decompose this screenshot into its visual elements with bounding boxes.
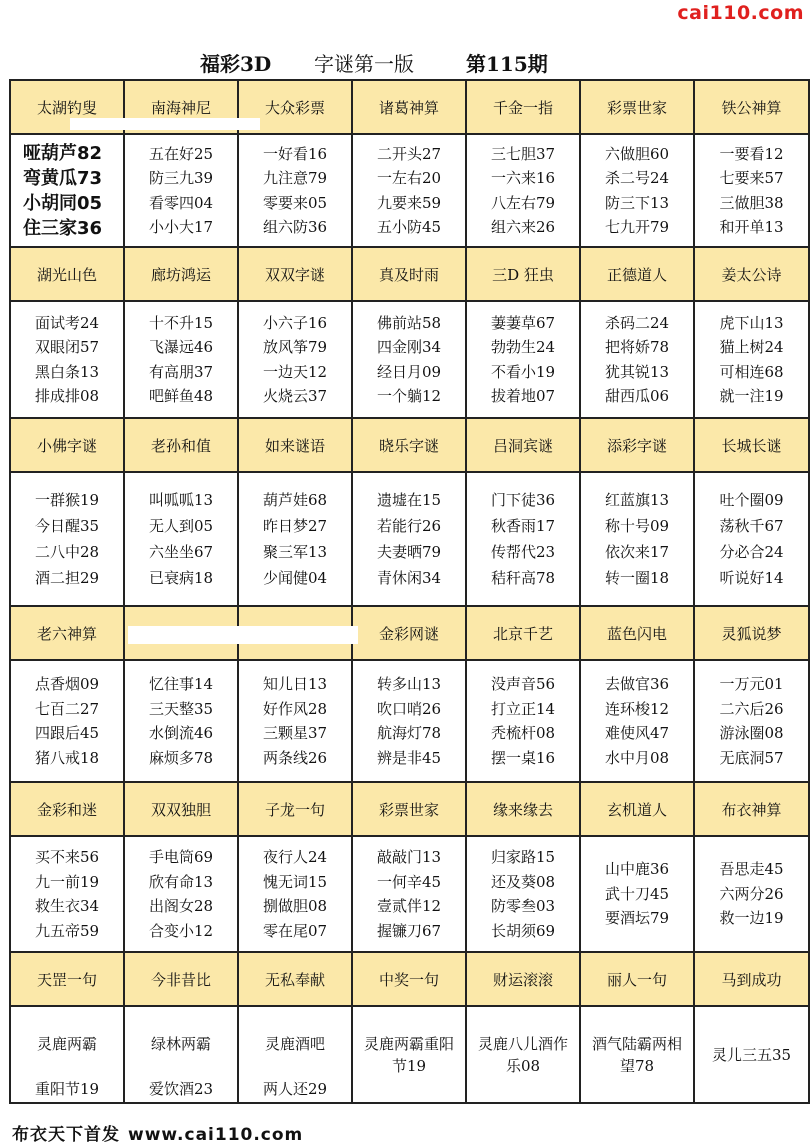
riddle-cell: [466, 134, 580, 247]
riddle-cell: [352, 836, 466, 952]
riddle-line: 吐个圈09: [719, 491, 784, 509]
riddle-line: 火烧云37: [262, 387, 328, 405]
column-header: 马到成功: [694, 952, 809, 1006]
riddle-row: [10, 472, 809, 606]
riddle-cell: [580, 301, 694, 418]
riddle-line: 无底洞57: [719, 748, 784, 767]
riddle-line: 灵鹿酒吧: [264, 1035, 325, 1053]
riddle-line: 灵鹿两霸: [36, 1035, 97, 1053]
column-header: 缘来缘去: [466, 782, 580, 836]
riddle-line: 甜西瓜06: [604, 387, 670, 405]
riddle-line: 佛前站58: [376, 313, 442, 332]
riddle-line: 住三家36: [23, 217, 103, 239]
riddle-cell: [694, 472, 809, 606]
riddle-line: 灵儿三五35: [711, 1045, 792, 1064]
riddle-line: 忆往事14: [148, 675, 214, 693]
riddle-line: 握镰刀67: [376, 921, 442, 940]
header-row: [10, 782, 809, 836]
column-header: 三D 狂虫: [466, 247, 580, 301]
riddle-line: 依次来17: [604, 543, 670, 561]
riddle-line: 三天整35: [148, 699, 214, 718]
riddle-line: 航海灯78: [376, 724, 442, 742]
column-header: 蓝色闪电: [580, 606, 694, 660]
column-header: 姜太公诗: [694, 247, 809, 301]
riddle-line: 看零四04: [148, 193, 214, 212]
riddle-line: 双眼闭57: [34, 338, 100, 356]
riddle-cell: [466, 1006, 580, 1103]
riddle-cell: [580, 134, 694, 247]
riddle-line: 九一前19: [34, 872, 100, 891]
title-lottery: 福彩3D: [200, 52, 272, 76]
column-header: 湖光山色: [10, 247, 124, 301]
header-row: [10, 952, 809, 1006]
riddle-line: 一万元01: [719, 675, 784, 693]
column-header: 如来谜语: [238, 418, 352, 472]
riddle-line: 绿林两霸: [150, 1035, 211, 1053]
riddle-cell: [10, 836, 124, 952]
riddle-line: 小胡同05: [23, 192, 103, 214]
riddle-line: 红蓝旗13: [604, 491, 670, 509]
column-header: 彩票世家: [580, 80, 694, 134]
riddle-line: 手电筒69: [148, 848, 214, 866]
riddle-line: 三颗星37: [262, 724, 328, 742]
riddle-line: 灵鹿八儿酒作: [477, 1034, 568, 1053]
riddle-cell: [694, 134, 809, 247]
riddle-line: 转多山13: [376, 675, 442, 693]
riddle-line: 一何辛45: [376, 872, 442, 891]
riddle-cell: [352, 660, 466, 782]
riddle-line: 还及葵08: [490, 872, 556, 891]
riddle-line: 虎下山13: [719, 313, 784, 332]
riddle-line: 秃梳杆08: [490, 724, 556, 742]
riddle-row: [10, 836, 809, 952]
riddle-line: 救一边19: [719, 909, 784, 928]
riddle-cell: [238, 660, 352, 782]
column-header: 金彩网谜: [352, 606, 466, 660]
riddle-line: 转一圈18: [604, 569, 670, 587]
riddle-line: 一要看12: [719, 144, 784, 163]
riddle-line: 点香烟09: [34, 675, 100, 693]
riddle-line: 经日月09: [376, 362, 442, 381]
riddle-line: 七要来57: [719, 169, 784, 187]
riddle-cell: [694, 301, 809, 418]
riddle-line: 重阳节19: [34, 1080, 100, 1098]
riddle-line: 夫妻晒79: [376, 543, 442, 561]
column-header: 无私奉献: [238, 952, 352, 1006]
riddle-line: 七九开79: [604, 218, 670, 236]
riddle-line: 昨日梦27: [262, 517, 328, 535]
column-header: 老六神算: [10, 606, 124, 660]
riddle-line: 防零叁03: [490, 897, 556, 915]
riddle-line: 二八中28: [34, 543, 100, 561]
riddle-cell: [124, 660, 238, 782]
riddle-line: 酒二担29: [34, 569, 100, 587]
riddle-line: 一好看16: [262, 144, 328, 163]
riddle-line: 就一注19: [719, 387, 784, 405]
riddle-line: 一边天12: [262, 362, 328, 381]
riddle-line: 已衰病18: [148, 569, 214, 587]
riddle-line: 杀码二24: [604, 313, 670, 332]
riddle-line: 买不来56: [34, 848, 100, 866]
riddle-line: 秸秆高78: [490, 569, 556, 587]
riddle-line: 欣有命13: [148, 872, 214, 891]
riddle-line: 排成排08: [34, 387, 100, 405]
riddle-line: 摆一桌16: [490, 748, 556, 767]
column-header: 诸葛神算: [352, 80, 466, 134]
column-header: 丽人一句: [580, 952, 694, 1006]
riddle-cell: [10, 134, 124, 247]
riddle-line: 三做胆38: [719, 193, 784, 212]
riddle-cell: [466, 836, 580, 952]
riddle-line: 今日醒35: [34, 517, 100, 535]
riddle-line: 六两分26: [719, 884, 784, 903]
column-header: 金彩和迷: [10, 782, 124, 836]
riddle-line: 弯黄瓜73: [23, 167, 103, 189]
riddle-line: 愧无词15: [262, 872, 328, 891]
riddle-line: 防三九39: [148, 169, 214, 187]
riddle-line: 八左右79: [490, 193, 556, 212]
riddle-line: 九五帝59: [34, 921, 100, 940]
riddle-line: 酒气陆霸两相: [591, 1034, 682, 1053]
riddle-cell: [10, 301, 124, 418]
riddle-line: 小小大17: [148, 218, 214, 236]
riddle-line: 门下徒36: [490, 491, 556, 509]
riddle-line: 若能行26: [376, 517, 442, 535]
footer-text: 布衣天下首发: [12, 1125, 120, 1145]
column-header: 晓乐字谜: [352, 418, 466, 472]
riddle-line: 七百二27: [34, 699, 100, 718]
riddle-line: 不看小19: [490, 362, 556, 381]
column-header: 添彩字谜: [580, 418, 694, 472]
riddle-cell: [466, 472, 580, 606]
riddle-line: 葫芦娃68: [262, 491, 328, 509]
riddle-line: 连环梭12: [604, 699, 670, 718]
riddle-line: 秋香雨17: [490, 517, 556, 535]
column-header: 彩票世家: [352, 782, 466, 836]
column-header: 财运滚滚: [466, 952, 580, 1006]
riddle-cell: [580, 660, 694, 782]
riddle-cell: [124, 1006, 238, 1103]
riddle-line: 一群猴19: [34, 491, 100, 509]
riddle-line: 面试考24: [34, 313, 100, 332]
riddle-line: 六坐坐67: [148, 543, 214, 561]
riddle-line: 山中鹿36: [604, 860, 670, 879]
riddle-line: 少闻健04: [262, 569, 328, 587]
riddle-line: 辨是非45: [376, 748, 442, 767]
riddle-line: 敲敲门13: [376, 848, 442, 866]
riddle-line: 打立正14: [490, 699, 556, 718]
riddle-line: 归家路15: [490, 848, 556, 866]
riddle-line: 没声音56: [490, 675, 556, 693]
column-header: 布衣神算: [694, 782, 809, 836]
riddle-line: 两人还29: [262, 1080, 328, 1098]
footer-banner: [12, 1120, 303, 1145]
riddle-line: 零在尾07: [262, 921, 328, 940]
riddle-line: 水中月08: [604, 748, 670, 767]
title-edition: 字谜第一版: [314, 52, 414, 76]
riddle-cell: [124, 472, 238, 606]
riddle-cell: [10, 660, 124, 782]
riddle-line: 叫呱呱13: [148, 491, 214, 509]
riddle-line: 五在好25: [148, 144, 214, 163]
column-header: 灵狐说梦: [694, 606, 809, 660]
riddle-cell: [238, 836, 352, 952]
column-header: 今非昔比: [124, 952, 238, 1006]
riddle-line: 捌做胆08: [262, 897, 328, 915]
riddle-cell: [352, 472, 466, 606]
column-header: 真及时雨: [352, 247, 466, 301]
page-title: [0, 44, 810, 76]
riddle-line: 组六防36: [262, 218, 328, 236]
riddle-line: 杀二号24: [604, 169, 670, 187]
riddle-cell: [466, 660, 580, 782]
site-logo[interactable]: cai110.com: [677, 2, 804, 24]
scan-smudge: [128, 626, 358, 644]
riddle-line: 称十号09: [604, 517, 670, 535]
column-header: 大众彩票: [238, 80, 352, 134]
riddle-line: 一个躺12: [376, 387, 442, 405]
riddle-line: 防三下13: [604, 193, 670, 212]
riddle-line: 零要来05: [262, 193, 328, 212]
riddle-cell: [580, 836, 694, 952]
column-header: 老孙和值: [124, 418, 238, 472]
riddle-cell: [124, 301, 238, 418]
riddle-line: 好作风28: [262, 699, 328, 718]
column-header: 长城长谜: [694, 418, 809, 472]
riddle-row: [10, 301, 809, 418]
riddle-cell: [352, 301, 466, 418]
riddle-line: 吹口哨26: [376, 699, 442, 718]
riddle-line: 和开单13: [719, 218, 784, 236]
riddle-line: 壹贰伴12: [376, 897, 442, 915]
title-issue: 第115期: [466, 52, 548, 76]
riddle-line: 把将娇78: [604, 338, 670, 356]
riddle-line: 灵鹿两霸重阳: [363, 1034, 454, 1053]
riddle-cell: [694, 1006, 809, 1103]
riddle-line: 乐08: [505, 1056, 541, 1075]
riddle-cell: [580, 472, 694, 606]
scan-smudge: [70, 118, 260, 130]
riddle-line: 飞瀑远46: [148, 338, 214, 356]
riddle-line: 合变小12: [148, 921, 214, 940]
column-header: 小佛字谜: [10, 418, 124, 472]
riddle-line: 传帮代23: [490, 543, 556, 561]
riddle-line: 聚三军13: [262, 543, 328, 561]
riddle-line: 放风筝79: [262, 338, 328, 356]
column-header: 南海神尼: [124, 80, 238, 134]
riddle-line: 一六来16: [490, 169, 556, 187]
riddle-cell: [694, 836, 809, 952]
riddle-line: 犹其锐13: [604, 362, 670, 381]
riddle-line: 黑白条13: [34, 362, 100, 381]
riddle-cell: [124, 836, 238, 952]
riddle-row: [10, 660, 809, 782]
riddle-cell: [124, 134, 238, 247]
header-row: [10, 418, 809, 472]
riddle-line: 遗墟在15: [376, 491, 442, 509]
riddle-cell: [580, 1006, 694, 1103]
riddle-line: 九要来59: [376, 193, 442, 212]
riddle-line: 知儿日13: [262, 675, 328, 693]
riddle-line: 勃勃生24: [490, 338, 556, 356]
riddle-line: 游泳圈08: [719, 724, 784, 742]
riddle-line: 十不升15: [148, 313, 214, 332]
column-header: 天罡一句: [10, 952, 124, 1006]
column-header: 正德道人: [580, 247, 694, 301]
riddle-line: 分必合24: [719, 543, 784, 561]
riddle-line: 九注意79: [262, 169, 328, 187]
riddle-cell: [352, 1006, 466, 1103]
riddle-line: 拔着地07: [490, 387, 556, 405]
column-header: 吕洞宾谜: [466, 418, 580, 472]
column-header: 千金一指: [466, 80, 580, 134]
riddle-line: 麻烦多78: [148, 748, 214, 767]
riddle-line: 哑葫芦82: [23, 142, 103, 164]
footer-url[interactable]: www.cai110.com: [128, 1125, 304, 1145]
riddle-row: [10, 134, 809, 247]
riddle-line: 荡秋千67: [719, 517, 784, 535]
column-header: 中奖一句: [352, 952, 466, 1006]
riddle-line: 夜行人24: [262, 848, 328, 866]
riddle-cell: [466, 301, 580, 418]
header-row: [10, 247, 809, 301]
riddle-line: 无人到05: [148, 517, 214, 535]
riddle-line: 难使风47: [604, 724, 670, 742]
riddle-cell: [10, 472, 124, 606]
riddle-line: 二六后26: [719, 699, 784, 718]
riddle-line: 救生衣34: [34, 897, 100, 915]
riddle-line: 爱饮酒23: [148, 1080, 214, 1098]
riddle-cell: [694, 660, 809, 782]
column-header: 玄机道人: [580, 782, 694, 836]
column-header: 双双独胆: [124, 782, 238, 836]
riddle-cell: [238, 134, 352, 247]
riddle-line: 二开头27: [376, 144, 442, 163]
riddle-line: 可相连68: [719, 362, 784, 381]
riddle-cell: [238, 301, 352, 418]
riddle-line: 去做官36: [604, 675, 670, 693]
riddle-line: 武十刀45: [604, 884, 670, 903]
column-header: 双双字谜: [238, 247, 352, 301]
column-header: 北京千艺: [466, 606, 580, 660]
riddle-line: 望78: [619, 1056, 655, 1075]
riddle-row: [10, 1006, 809, 1103]
riddle-cell: [238, 1006, 352, 1103]
riddle-line: 组六来26: [490, 218, 556, 236]
riddle-line: 三七胆37: [490, 144, 556, 163]
riddle-line: 吾思走45: [719, 860, 784, 879]
riddle-line: 猪八戒18: [34, 748, 100, 767]
riddle-line: 水倒流46: [148, 724, 214, 742]
riddle-line: 四金刚34: [376, 338, 442, 356]
riddle-line: 一左右20: [376, 169, 442, 187]
riddle-cell: [352, 134, 466, 247]
riddle-cell: [10, 1006, 124, 1103]
riddle-line: 五小防45: [376, 218, 442, 236]
riddle-line: 听说好14: [719, 569, 784, 587]
riddle-line: 节19: [391, 1056, 427, 1075]
column-header: 太湖钓叟: [10, 80, 124, 134]
riddle-line: 六做胆60: [604, 144, 670, 163]
column-header: 铁公神算: [694, 80, 809, 134]
riddle-line: 猫上树24: [719, 338, 784, 356]
riddle-table: [9, 79, 810, 1104]
column-header: 廊坊鸿运: [124, 247, 238, 301]
column-header: 子龙一句: [238, 782, 352, 836]
riddle-line: 小六子16: [262, 313, 328, 332]
riddle-line: 长胡须69: [490, 921, 556, 940]
riddle-line: 四跟后45: [34, 724, 100, 742]
riddle-line: 萋萋草67: [490, 313, 556, 332]
riddle-line: 出阁女28: [148, 897, 214, 915]
riddle-line: 吧鲜鱼48: [148, 387, 214, 405]
riddle-line: 有高朋37: [148, 362, 214, 381]
riddle-cell: [238, 472, 352, 606]
riddle-line: 两条线26: [262, 748, 328, 767]
riddle-line: 要酒坛79: [604, 909, 670, 928]
riddle-line: 青休闲34: [376, 569, 442, 587]
